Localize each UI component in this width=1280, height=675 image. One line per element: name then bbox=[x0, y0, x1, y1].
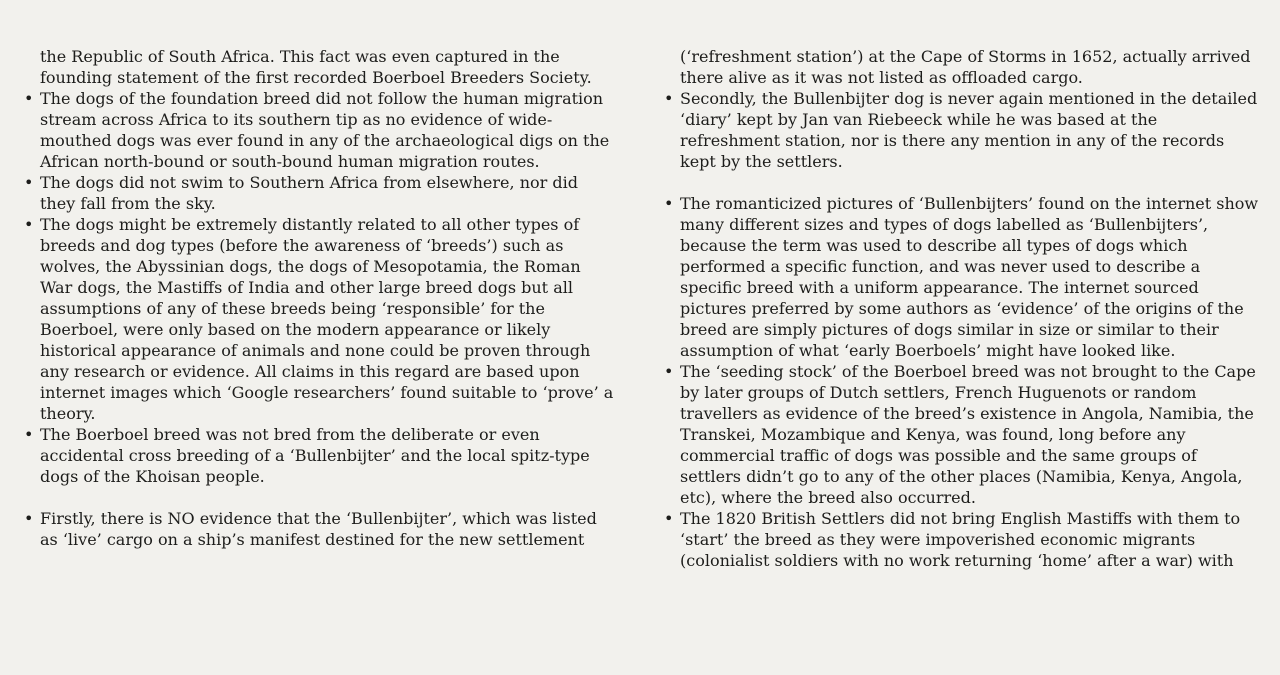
bullet-marker: • bbox=[664, 362, 674, 381]
bullet-item bbox=[664, 88, 1260, 172]
item-text: The 1820 British Settlers did not bring English Mastiffs with them to ‘start’ the breed as they were impoverished economic migrants (colonialist soldiers with no work returning ‘home’ after a war) with bbox=[680, 509, 1241, 570]
item-text: Secondly, the Bullenbijter dog is never again mentioned in the detailed ‘diary’ kept by Jan van Riebeeck while he was based at the refreshment station, nor is there any mention in any of the records kept by the settlers. bbox=[680, 89, 1258, 171]
item-text: The dogs did not swim to Southern Africa from elsewhere, nor did they fall from the sky. bbox=[40, 173, 578, 213]
bullet-marker: • bbox=[664, 194, 674, 213]
bullet-marker: • bbox=[24, 509, 34, 528]
bullet-item bbox=[664, 361, 1260, 508]
bullet-item bbox=[24, 88, 618, 172]
bullet-item bbox=[24, 172, 618, 214]
bullet-item bbox=[664, 508, 1260, 571]
text-column-right bbox=[664, 46, 1260, 571]
bullet-marker: • bbox=[664, 509, 674, 528]
item-text: the Republic of South Africa. This fact was even captured in the founding statement of the first recorded Boerboel Breeders Society. bbox=[40, 47, 592, 87]
bullet-marker: • bbox=[24, 89, 34, 108]
item-text: The ‘seeding stock’ of the Boerboel breed was not brought to the Cape by later groups of Dutch settlers, French Huguenots or random travellers as evidence of the breed’s existence in Angola, Namibia, the Transkei, Mozambique and Kenya, was found, long before any commercial traffic of dogs was possible and the same groups of settlers didn’t go to any of the other places (Namibia, Kenya, Angola, etc), where the breed also occurred. bbox=[680, 362, 1256, 507]
item-text: The romanticized pictures of ‘Bullenbijters’ found on the internet show many different sizes and types of dogs labelled as ‘Bullenbijters’, because the term was used to describe all types of dogs which performed a specific function, and was never used to describe a specific breed with a uniform appearance. The internet sourced pictures preferred by some authors as ‘evidence’ of the origins of the breed are simply pictures of dogs similar in size or similar to their assumption of what ‘early Boerboels’ might have looked like. bbox=[680, 194, 1259, 360]
bullet-item bbox=[24, 214, 618, 424]
bullet-item bbox=[664, 193, 1260, 361]
bullet-marker: • bbox=[24, 425, 34, 444]
item-text: The dogs might be extremely distantly related to all other types of breeds and dog types (before the awareness of ‘breeds’) such as wolves, the Abyssinian dogs, the dogs of Mesopotamia, the Roman War dogs, the Mastiffs of India and other large breed dogs but all assumptions of any of these breeds being ‘responsible’ for the Boerboel, were only based on the modern appearance or likely historical appearance of animals and none could be proven through any research or evidence. All claims in this regard are based upon internet images which ‘Google researchers’ found suitable to ‘prove’ a theory. bbox=[40, 215, 614, 423]
item-text: (‘refreshment station’) at the Cape of Storms in 1652, actually arrived there alive as it was not listed as offloaded cargo. bbox=[680, 47, 1251, 87]
continuation-paragraph bbox=[680, 46, 1260, 88]
bullet-item bbox=[24, 424, 618, 487]
bullet-marker: • bbox=[664, 89, 674, 108]
bullet-marker: • bbox=[24, 215, 34, 234]
bullet-item bbox=[24, 508, 618, 550]
item-text: The dogs of the foundation breed did not follow the human migration stream across Africa to its southern tip as no evidence of wide-mouthed dogs was ever found in any of the archaeological digs on the African north-bound or south-bound human migration routes. bbox=[40, 89, 610, 171]
bullet-marker: • bbox=[24, 173, 34, 192]
item-text: The Boerboel breed was not bred from the deliberate or even accidental cross breeding of a ‘Bullenbijter’ and the local spitz-type dogs of the Khoisan people. bbox=[40, 425, 590, 486]
item-text: Firstly, there is NO evidence that the ‘Bullenbijter’, which was listed as ‘live’ cargo on a ship’s manifest destined for the new settlement bbox=[40, 509, 597, 549]
text-column-left bbox=[24, 46, 618, 550]
continuation-paragraph bbox=[40, 46, 618, 88]
